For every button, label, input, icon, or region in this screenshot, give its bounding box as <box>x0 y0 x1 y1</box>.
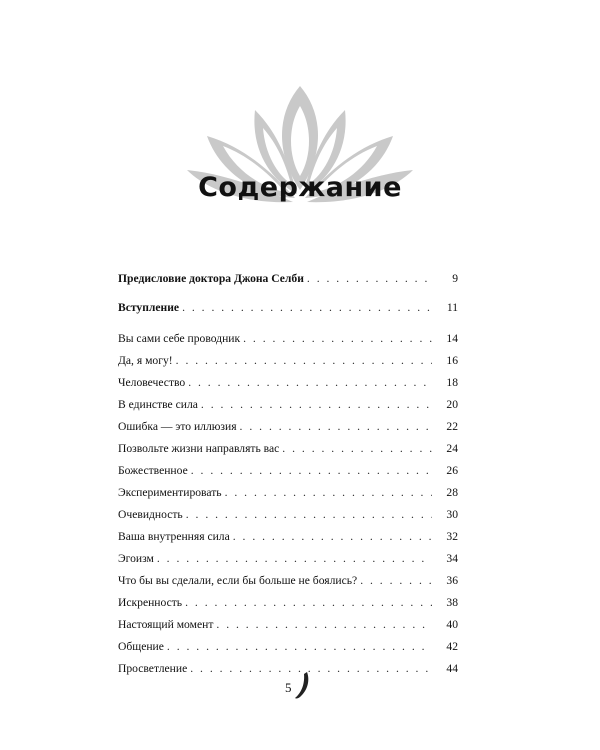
toc-leader <box>186 504 432 526</box>
toc-entry-title: В единстве сила <box>118 398 198 411</box>
toc-entry-title: Человечество <box>118 376 186 389</box>
toc-entry-page: 22 <box>446 420 458 433</box>
toc-entry <box>118 268 458 290</box>
toc-leader <box>201 394 432 416</box>
toc-entry <box>118 636 458 658</box>
toc-entry-page: 24 <box>446 442 458 455</box>
page-number: 5 <box>285 680 292 695</box>
toc-entry <box>118 350 458 372</box>
toc-leader <box>216 614 432 636</box>
toc-leader <box>185 592 432 614</box>
toc-leader <box>167 636 432 658</box>
toc-entry-page: 30 <box>446 508 458 521</box>
toc-entry-title: Экспериментировать <box>118 486 222 499</box>
toc-entry <box>118 592 458 614</box>
toc-entry-page: 26 <box>446 464 458 477</box>
toc-leader <box>176 350 432 372</box>
page-title: Содержание <box>198 172 402 203</box>
toc-leader <box>240 416 432 438</box>
toc-entry-page: 18 <box>446 376 458 389</box>
toc-leader <box>225 482 432 504</box>
toc-leader <box>191 460 432 482</box>
toc-leader <box>307 268 432 290</box>
toc-entry <box>118 548 458 570</box>
toc-entry-title: Вступление <box>118 301 180 314</box>
toc-leader <box>282 438 432 460</box>
toc-entry <box>118 504 458 526</box>
toc-entry-page: 38 <box>446 596 458 609</box>
toc-leader <box>243 328 432 350</box>
toc-entry-title: Ошибка — это иллюзия <box>118 420 237 433</box>
toc-leader <box>360 570 432 592</box>
toc-entry-title: Эгоизм <box>118 552 154 565</box>
toc-entry-title: Предисловие доктора Джона Селби <box>118 272 304 285</box>
toc-entry <box>118 614 458 636</box>
toc-entry-page: 9 <box>452 272 458 285</box>
toc-entry-title: Просветление <box>118 662 188 675</box>
toc-entry-page: 11 <box>446 301 458 314</box>
toc-entry-title: Общение <box>118 640 164 653</box>
toc-entry-title: Искренность <box>118 596 183 609</box>
toc-entry-page: 14 <box>446 332 458 345</box>
toc-entry-page: 44 <box>446 662 458 675</box>
toc-leader <box>233 526 432 548</box>
toc-entry-page: 42 <box>446 640 458 653</box>
toc-entry <box>118 658 458 680</box>
toc-entry-title: Да, я могу! <box>118 354 173 367</box>
toc-entry <box>118 438 458 460</box>
toc-entry-title: Божественное <box>118 464 188 477</box>
toc-entry-page: 20 <box>446 398 458 411</box>
toc-entry-page: 36 <box>446 574 458 587</box>
toc-entry <box>118 394 458 416</box>
toc-leader <box>188 372 432 394</box>
toc-entry <box>118 570 458 592</box>
toc-entry-page: 28 <box>446 486 458 499</box>
toc-entry-title: Очевидность <box>118 508 183 521</box>
toc-entry-title: Позвольте жизни направлять вас <box>118 442 280 455</box>
toc-entry-page: 34 <box>446 552 458 565</box>
toc-entry <box>118 482 458 504</box>
toc-entry-title: Настоящий момент <box>118 618 214 631</box>
toc-entry-title: Что бы вы сделали, если бы больше не боялись? <box>118 574 358 587</box>
toc-leader <box>182 297 432 319</box>
toc-entry-page: 16 <box>446 354 458 367</box>
toc-entry <box>118 416 458 438</box>
toc-entry-title: Вы сами себе проводник <box>118 332 241 345</box>
toc-entry <box>118 526 458 548</box>
toc-entry <box>118 328 458 350</box>
toc-entry <box>118 460 458 482</box>
toc-entry-title: Ваша внутренняя сила <box>118 530 230 543</box>
toc-entry-page: 40 <box>446 618 458 631</box>
toc-entry <box>118 372 458 394</box>
swash-icon <box>294 670 312 700</box>
toc-entry-page: 32 <box>446 530 458 543</box>
toc-entry <box>118 297 458 319</box>
table-of-contents <box>118 268 458 680</box>
toc-leader <box>157 548 432 570</box>
